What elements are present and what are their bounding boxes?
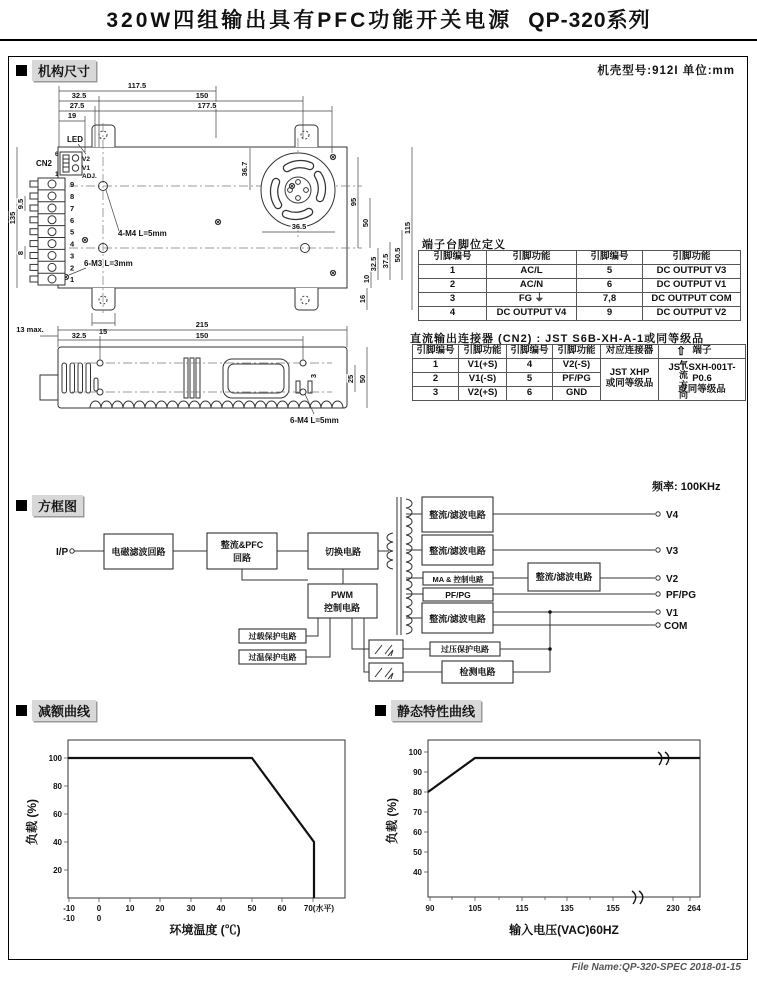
dim-side-25: 25 bbox=[346, 374, 355, 384]
title-series: QP-320系列 bbox=[528, 9, 651, 32]
svg-text:155: 155 bbox=[606, 904, 620, 913]
table-row: 3 FG ⏚ 7,8 DC OUTPUT COM bbox=[419, 292, 741, 306]
output-pfpg: PF/PG bbox=[666, 590, 697, 601]
terminal-6: 6 bbox=[70, 215, 75, 225]
m4-side-callout: 6-M4 L=5mm bbox=[290, 416, 339, 425]
svg-text:264: 264 bbox=[687, 904, 701, 913]
svg-text:20: 20 bbox=[155, 904, 165, 913]
static-chart bbox=[382, 718, 742, 938]
dim-50-5: 50.5 bbox=[393, 247, 402, 263]
dim-135: 135 bbox=[8, 211, 17, 225]
dim-27-5: 27.5 bbox=[69, 101, 85, 110]
cn2-pin6: 6 bbox=[55, 151, 59, 158]
cn2-label: CN2 bbox=[36, 159, 53, 168]
output-v1: V1 bbox=[666, 608, 679, 619]
svg-text:-10: -10 bbox=[63, 914, 75, 923]
title-main: 320W四组输出具有PFC功能开关电源 bbox=[106, 9, 513, 32]
dim-16: 16 bbox=[358, 294, 367, 304]
case-info: 机壳型号:912I 单位:mm bbox=[597, 65, 735, 77]
dim-side-50: 50 bbox=[358, 374, 367, 384]
section-heading-block-label: 方框图 bbox=[32, 495, 83, 516]
pfpg-box: PF/PG bbox=[445, 590, 471, 600]
dim-8: 8 bbox=[16, 250, 25, 256]
table1-title: 端子台脚位定义 bbox=[422, 239, 506, 251]
svg-text:90: 90 bbox=[413, 768, 422, 777]
pwm-box-line2: 控制电路 bbox=[323, 603, 361, 613]
svg-text:60: 60 bbox=[413, 828, 422, 837]
table-row: 2 V1(-S) 5 PF/PG bbox=[413, 372, 746, 386]
dim-15: 15 bbox=[98, 327, 108, 336]
mating-connector-cell: JST XHP 或同等级品 bbox=[601, 358, 659, 400]
file-name-note: File Name:QP-320-SPEC 2018-01-15 bbox=[571, 962, 741, 973]
dim-95: 95 bbox=[349, 197, 358, 207]
cn2-table: 引脚编号 引脚功能 引脚编号 引脚功能 对应连接器 端子 1 V1(+S) 4 V2(-S) JST XHP 或同等级品 JST SXH-001T-P0.6 或同等级品 2 V1(-S) 5 PF/PG 3 V2(+S) 6 GND bbox=[412, 344, 746, 401]
rect-filter-box-v1: 整流/滤波电路 bbox=[429, 614, 486, 624]
dim-32-5: 32.5 bbox=[71, 91, 87, 100]
rect-filter-box-v4: 整流/滤波电路 bbox=[429, 510, 486, 520]
dim-side-215: 215 bbox=[195, 320, 209, 329]
svg-text:70: 70 bbox=[413, 808, 422, 817]
fan-icon bbox=[261, 153, 335, 227]
svg-text:50: 50 bbox=[247, 904, 257, 913]
dim-32-5b: 32.5 bbox=[369, 256, 378, 272]
adj-label: ADJ. bbox=[82, 173, 97, 180]
square-bullet-icon bbox=[375, 705, 386, 716]
cn2-pin1: 1 bbox=[55, 171, 59, 178]
pfc-box-line2: 回路 bbox=[232, 553, 252, 563]
dim-side-13max: 13 max. bbox=[16, 325, 44, 334]
airflow-arrow-icon: ⇧ bbox=[676, 344, 687, 358]
output-v3: V3 bbox=[666, 546, 679, 557]
svg-text:80: 80 bbox=[53, 782, 62, 791]
v2-adj-label: V2 bbox=[82, 156, 90, 163]
dim-50: 50 bbox=[361, 218, 370, 228]
overvoltage-protection-box: 过压保护电路 bbox=[441, 645, 489, 654]
svg-text:115: 115 bbox=[515, 904, 529, 913]
input-label: I/P bbox=[56, 547, 69, 558]
terminal-4: 4 bbox=[70, 239, 75, 249]
svg-text:60: 60 bbox=[277, 904, 287, 913]
derating-ylabel: 负载 (%) bbox=[25, 799, 39, 845]
switching-box: 切换电路 bbox=[324, 547, 362, 557]
svg-text:135: 135 bbox=[560, 904, 574, 913]
svg-text:70(水平): 70(水平) bbox=[303, 904, 335, 913]
table2-title: 直流输出连接器 (CN2) : JST S6B-XH-A-1或同等级品 bbox=[410, 333, 705, 345]
terminal-7: 7 bbox=[70, 204, 75, 213]
svg-text:0: 0 bbox=[96, 914, 102, 923]
svg-text:0: 0 bbox=[96, 904, 102, 913]
derating-curve-line bbox=[68, 758, 314, 898]
transformer-icon bbox=[387, 497, 412, 635]
dim-150: 150 bbox=[195, 91, 209, 100]
output-com: COM bbox=[664, 621, 688, 632]
svg-text:-10: -10 bbox=[63, 904, 75, 913]
svg-text:40: 40 bbox=[216, 904, 226, 913]
svg-text:80: 80 bbox=[413, 788, 422, 797]
terminal-2: 2 bbox=[70, 263, 75, 273]
overload-protection-box: 过载保护电路 bbox=[248, 632, 297, 641]
optocoupler-icons bbox=[369, 640, 403, 681]
square-bullet-icon bbox=[16, 705, 27, 716]
dim-115: 115 bbox=[403, 221, 412, 235]
table-row: 1 V1(+S) 4 V2(-S) JST XHP 或同等级品 JST SXH-001T-P0.6 或同等级品 bbox=[413, 358, 746, 372]
block-diagram bbox=[12, 475, 748, 693]
static-curve-line bbox=[428, 758, 700, 792]
dim-177-5: 177.5 bbox=[197, 101, 217, 110]
table-row: 1 AC/L 5 DC OUTPUT V3 bbox=[419, 264, 741, 278]
mechanical-drawing bbox=[8, 78, 424, 463]
dim-9-5: 9.5 bbox=[16, 198, 25, 210]
svg-text:40: 40 bbox=[53, 838, 62, 847]
static-ylabel: 负载 (%) bbox=[385, 798, 399, 844]
dim-117-5: 117.5 bbox=[127, 81, 147, 90]
table-row: 4 DC OUTPUT V4 9 DC OUTPUT V2 bbox=[419, 306, 741, 320]
t1-h3: 引脚功能 bbox=[643, 251, 741, 265]
side-view bbox=[16, 320, 367, 425]
section-heading-derating-label: 减额曲线 bbox=[32, 700, 96, 721]
dim-10: 10 bbox=[362, 274, 371, 284]
terminal-3: 3 bbox=[70, 251, 75, 261]
terminal-8: 8 bbox=[70, 192, 75, 201]
t1-h1: 引脚功能 bbox=[487, 251, 577, 265]
svg-text:20: 20 bbox=[53, 866, 62, 875]
led-label: LED bbox=[67, 135, 83, 144]
terminal-1: 1 bbox=[70, 275, 75, 284]
svg-text:230: 230 bbox=[666, 904, 680, 913]
square-bullet-icon bbox=[16, 65, 27, 76]
dim-36-5: 36.5 bbox=[291, 222, 307, 231]
frequency-note: 频率: 100KHz bbox=[652, 481, 721, 493]
table-row: 2 AC/N 6 DC OUTPUT V1 bbox=[419, 278, 741, 292]
m4-callout: 4-M4 L=5mm bbox=[118, 229, 167, 238]
terminal-9: 9 bbox=[70, 180, 75, 189]
dim-36-7: 36.7 bbox=[240, 161, 249, 177]
m3-callout: 6-M3 L=3mm bbox=[84, 259, 133, 268]
dim-side-150: 150 bbox=[195, 331, 209, 340]
derating-xlabel: 环境温度 (℃) bbox=[169, 923, 241, 937]
output-v2: V2 bbox=[666, 574, 679, 585]
static-xlabel: 输入电压(VAC)60HZ bbox=[509, 923, 619, 937]
rect-filter-box-v2: 整流/滤波电路 bbox=[535, 572, 593, 582]
svg-text:60: 60 bbox=[53, 810, 62, 819]
dim-37-5: 37.5 bbox=[381, 253, 390, 269]
airflow-label: 气流方向 bbox=[678, 360, 688, 400]
svg-text:50: 50 bbox=[413, 848, 422, 857]
t1-h2: 引脚编号 bbox=[577, 251, 643, 265]
pwm-box-line1: PWM bbox=[331, 590, 353, 600]
overtemp-protection-box: 过温保护电路 bbox=[248, 653, 297, 662]
svg-text:10: 10 bbox=[125, 904, 135, 913]
axis-break-icon bbox=[632, 752, 669, 904]
detection-box: 检测电路 bbox=[459, 667, 496, 677]
svg-text:105: 105 bbox=[468, 904, 482, 913]
dim-side-3: 3 bbox=[309, 373, 318, 379]
section-heading-static-label: 静态特性曲线 bbox=[391, 700, 481, 721]
section-heading-mech-label: 机构尺寸 bbox=[32, 60, 96, 81]
page-title bbox=[0, 4, 757, 34]
dim-side-32-5: 32.5 bbox=[71, 331, 87, 340]
ma-control-box: MA & 控制电路 bbox=[432, 575, 484, 584]
output-v4: V4 bbox=[666, 510, 679, 521]
emi-filter-box: 电磁滤波回路 bbox=[111, 547, 166, 557]
rect-filter-box-v3: 整流/滤波电路 bbox=[429, 546, 486, 556]
top-view bbox=[8, 81, 412, 336]
table-row: 3 V2(+S) 6 GND bbox=[413, 386, 746, 400]
svg-text:100: 100 bbox=[48, 754, 62, 763]
svg-text:30: 30 bbox=[186, 904, 196, 913]
svg-text:90: 90 bbox=[425, 904, 435, 913]
derating-chart bbox=[20, 718, 365, 938]
terminal-cell: JST SXH-001T-P0.6 或同等级品 bbox=[659, 358, 746, 400]
svg-text:100: 100 bbox=[408, 748, 422, 757]
output-terminals bbox=[656, 510, 696, 632]
svg-text:40: 40 bbox=[413, 868, 422, 877]
pfc-box-line1: 整流&PFC bbox=[220, 540, 264, 550]
pin-table bbox=[418, 250, 741, 321]
title-underline bbox=[0, 39, 757, 41]
terminal-5: 5 bbox=[70, 227, 75, 237]
v1-adj-label: V1 bbox=[82, 165, 90, 172]
t1-h0: 引脚编号 bbox=[419, 251, 487, 265]
dim-19: 19 bbox=[67, 111, 77, 120]
